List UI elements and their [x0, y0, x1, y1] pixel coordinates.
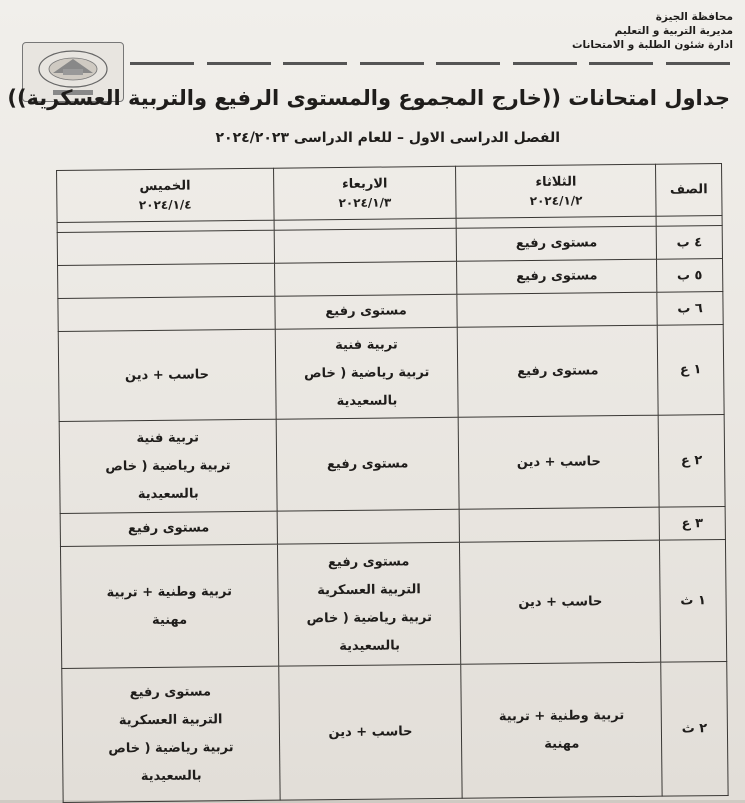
exam-subject: تربية رياضية ( خاص	[303, 364, 430, 381]
tue-exam-cell	[460, 540, 661, 664]
header-thursday: الخميس ٢٠٢٤/١/٤	[57, 168, 274, 222]
header-wednesday: الاربعاء ٢٠٢٤/١/٣	[273, 166, 456, 220]
table-row	[62, 661, 728, 802]
exam-subject: تربية فنية	[136, 429, 200, 446]
tue-exam-cell	[461, 662, 662, 798]
page-subtitle: الفصل الدراسى الاول – للعام الدراسى ٢٠٢٤/٢٠٢٣	[215, 130, 560, 146]
exam-subject: مستوى رفيع	[127, 520, 210, 537]
exam-subject: مستوى رفيع	[325, 303, 407, 320]
ministry-header	[433, 10, 733, 52]
exam-subject: مستوى رفيع	[515, 235, 598, 252]
exam-subject: التربية العسكرية	[317, 581, 421, 598]
tue-exam-cell	[460, 507, 660, 542]
table-header-row	[57, 164, 723, 223]
table-row	[59, 414, 725, 513]
header-class: الصف	[656, 164, 722, 217]
thu-exam-cell	[58, 329, 276, 421]
exam-subject: حاسب + دين	[328, 723, 413, 740]
wed-exam-cell	[277, 509, 460, 544]
thu-exam-cell	[57, 230, 274, 265]
thu-exam-cell	[58, 296, 275, 331]
exam-subject: تربية رياضية ( خاص	[105, 457, 231, 474]
table-row	[60, 539, 726, 668]
wed-exam-cell	[274, 228, 457, 263]
exam-subject: مهنية	[151, 612, 188, 628]
exam-subject: مستوى رفيع	[129, 683, 212, 700]
wed-exam-cell	[275, 294, 458, 329]
exam-subject: تربية وطنية + تربية	[106, 583, 233, 600]
wed-exam-cell	[275, 327, 459, 419]
exam-subject: تربية رياضية ( خاص	[306, 609, 432, 626]
thu-exam-cell	[59, 419, 277, 513]
exam-subject: بالسعيدية	[339, 637, 401, 654]
exam-schedule-table	[56, 163, 729, 803]
tue-exam-cell	[457, 226, 657, 261]
tue-exam-cell	[459, 415, 660, 509]
exam-subject: مستوى رفيع	[516, 268, 598, 285]
exam-subject: تربية فنية	[335, 336, 398, 353]
tue-exam-cell	[457, 259, 657, 294]
exam-subject: حاسب + دين	[518, 593, 603, 610]
exam-subject: تربية رياضية ( خاص	[108, 739, 234, 756]
exam-subject: بالسعيدية	[137, 485, 199, 502]
class-cell: ١ ث	[659, 539, 726, 662]
page-title: جداول امتحانات ((خارج المجموع والمستوى الرفيع والتربية العسكرية))	[7, 86, 730, 110]
thu-exam-cell	[58, 263, 275, 298]
wed-exam-cell	[278, 664, 462, 800]
class-cell: ٢ ع	[658, 414, 725, 507]
exam-subject: بالسعيدية	[140, 767, 202, 784]
header-governorate: محافظة الجيزة	[655, 11, 733, 23]
exam-subject: تربية وطنية + تربية	[498, 707, 625, 724]
class-cell: ٦ ب	[657, 291, 723, 325]
wed-exam-cell	[274, 261, 457, 296]
exam-subject: حاسب + دين	[124, 366, 210, 383]
exam-subject: التربية العسكرية	[118, 711, 223, 728]
wed-exam-cell	[276, 417, 460, 511]
thu-exam-cell	[60, 511, 277, 546]
class-cell: ٣ ع	[659, 506, 725, 540]
tue-exam-cell	[457, 292, 657, 327]
exam-subject: حاسب + دين	[516, 453, 601, 470]
exam-subject: مهنية	[544, 736, 580, 752]
class-cell: ١ ع	[657, 324, 724, 415]
exam-subject: مستوى رفيع	[326, 455, 409, 472]
header-department: ادارة شئون الطلبة و الامتحانات	[572, 39, 733, 51]
class-cell: ٢ ث	[661, 661, 728, 796]
class-cell: ٥ ب	[657, 259, 723, 293]
header-divider	[130, 62, 730, 70]
tue-exam-cell	[458, 325, 659, 417]
thu-exam-cell	[60, 544, 278, 668]
header-directorate: مديرية التربية و التعليم	[614, 25, 733, 37]
thu-exam-cell	[62, 666, 280, 802]
exam-subject: مستوى رفيع	[517, 362, 599, 379]
class-cell: ٤ ب	[656, 226, 722, 260]
table-row	[58, 324, 724, 421]
header-tuesday: الثلاثاء ٢٠٢٤/١/٢	[456, 164, 656, 218]
wed-exam-cell	[277, 542, 461, 666]
exam-subject: بالسعيدية	[336, 392, 398, 409]
exam-subject: مستوى رفيع	[327, 553, 410, 570]
